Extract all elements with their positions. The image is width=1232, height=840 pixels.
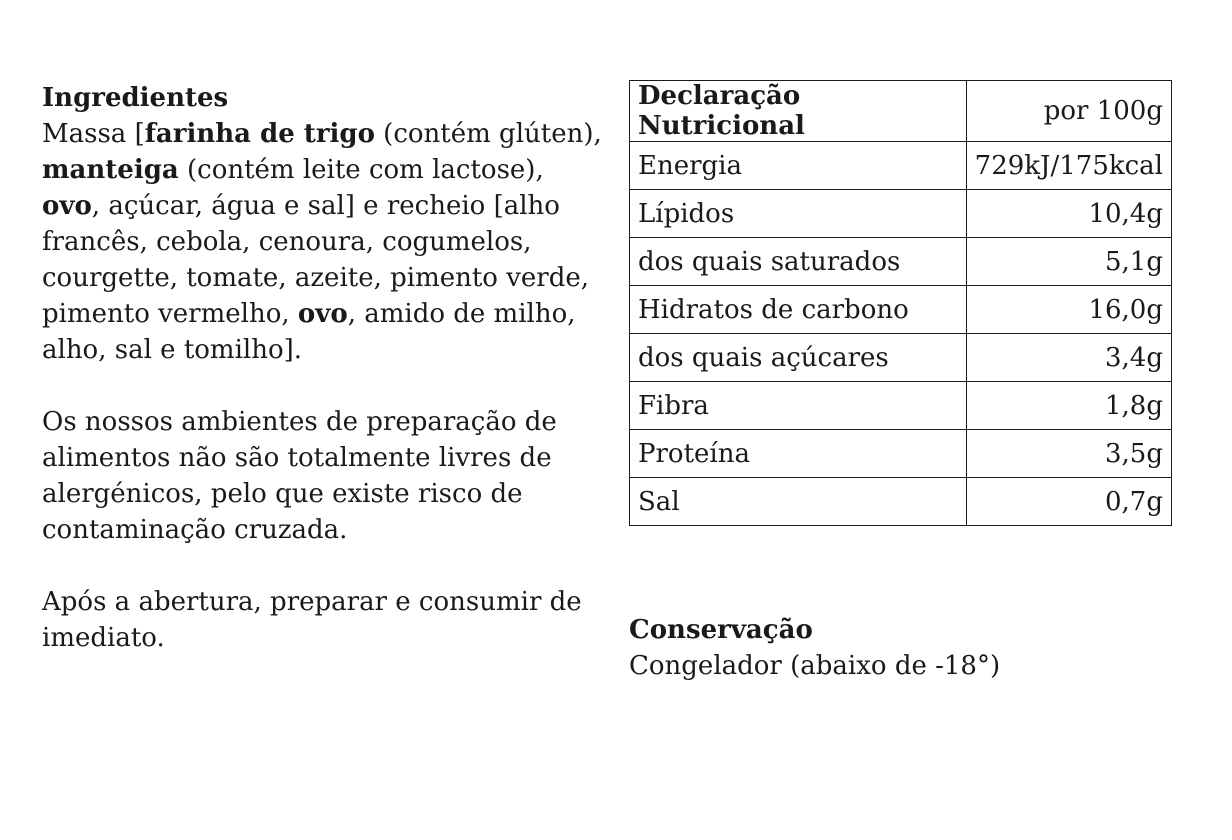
ingredient-allergen: manteiga: [42, 155, 179, 185]
allergen-notice: Os nossos ambientes de preparação de alimentos não são totalmente livres de alergénicos, pelo que existe risco de contaminação cruzada.: [42, 407, 557, 545]
spacer: [42, 548, 602, 584]
conservation-section: [629, 612, 1189, 684]
ingredients-title: Ingredientes: [42, 83, 229, 113]
nutrition-row: [630, 382, 1172, 430]
nutrition-header-row: [630, 81, 1172, 142]
nutrition-table: [629, 80, 1172, 526]
ingredient-part: (contém glúten),: [374, 119, 602, 149]
conservation-title: Conservação: [629, 615, 813, 645]
opening-notice: Após a abertura, preparar e consumir de imediato.: [42, 587, 582, 653]
ingredient-part: , açúcar, água e sal] e recheio [alho francês, cebola, cenoura, cogumelos, courgette, tomate, azeite, pimento verde, pimento vermelho,: [42, 191, 590, 329]
nutrition-label: dos quais saturados: [630, 238, 967, 286]
nutrition-row: [630, 478, 1172, 526]
nutrition-row: [630, 286, 1172, 334]
nutrition-row: [630, 238, 1172, 286]
nutrition-value: 1,8g: [966, 382, 1171, 430]
nutrition-header-value: por 100g: [966, 81, 1171, 142]
conservation-text: Congelador (abaixo de -18°): [629, 651, 1001, 681]
ingredient-part: Massa [: [42, 119, 145, 149]
left-column: [42, 80, 602, 656]
nutrition-value: 3,5g: [966, 430, 1171, 478]
nutrition-label: Lípidos: [630, 190, 967, 238]
nutrition-value: 0,7g: [966, 478, 1171, 526]
ingredients-text: [42, 116, 602, 368]
nutrition-row: [630, 334, 1172, 382]
nutrition-value: 10,4g: [966, 190, 1171, 238]
nutrition-value: 16,0g: [966, 286, 1171, 334]
nutrition-label: Fibra: [630, 382, 967, 430]
ingredient-allergen: ovo: [42, 191, 92, 221]
nutrition-row: [630, 190, 1172, 238]
ingredient-allergen: ovo: [297, 299, 348, 329]
nutrition-value: 5,1g: [966, 238, 1171, 286]
nutrition-label: Sal: [630, 478, 967, 526]
nutrition-value: 3,4g: [966, 334, 1171, 382]
ingredient-part: , amido de milho, alho, sal e tomilho].: [42, 299, 576, 365]
ingredient-part: (contém leite com lactose),: [178, 155, 544, 185]
nutrition-label: dos quais açúcares: [630, 334, 967, 382]
ingredient-allergen: farinha de trigo: [144, 119, 375, 149]
nutrition-header-label: Declaração Nutricional: [630, 81, 967, 142]
nutrition-row: [630, 142, 1172, 190]
nutrition-label: Hidratos de carbono: [630, 286, 967, 334]
nutrition-label: Proteína: [630, 430, 967, 478]
spacer: [42, 368, 602, 404]
nutrition-label: Energia: [630, 142, 967, 190]
nutrition-row: [630, 430, 1172, 478]
nutrition-value: 729kJ/175kcal: [966, 142, 1171, 190]
